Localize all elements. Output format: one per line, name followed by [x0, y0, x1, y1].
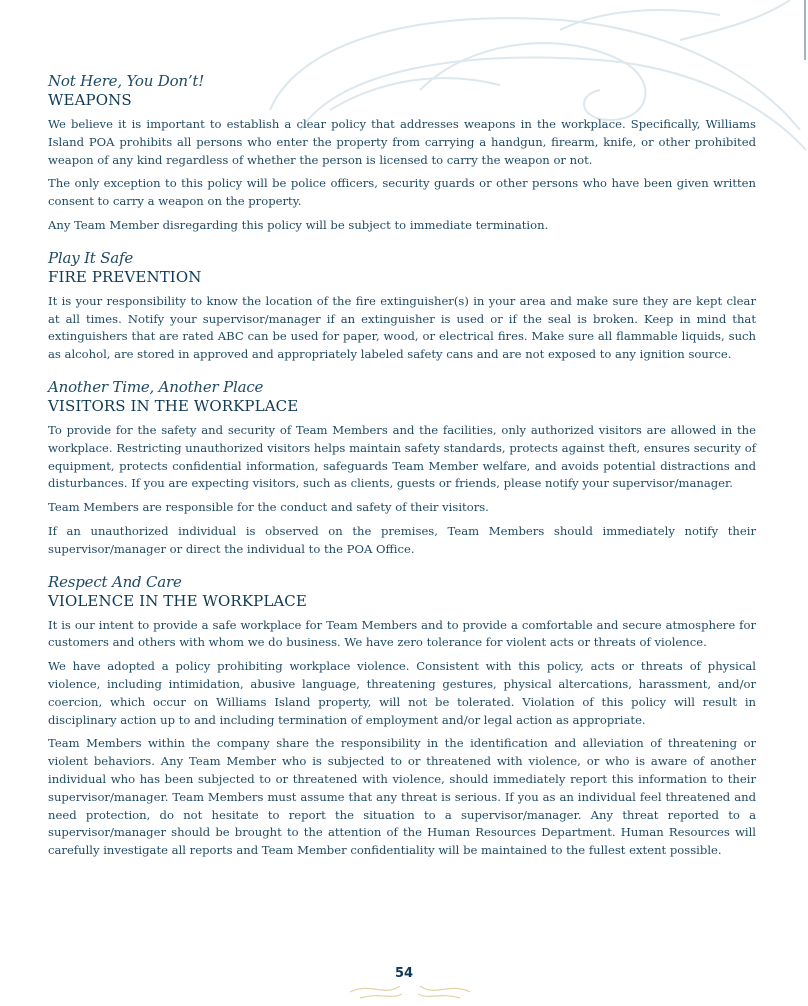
section-subtitle: Play It Safe: [48, 248, 134, 267]
paragraph: Team Members within the company share the responsibility in the identification and alleviation of threatening or violent behaviors. Any Team Member who is subjected to or threatened with violence, or who is aware of another individual who has been subjected to or threatened with violence, should immediately report this information to their supervisor/manager. Team Members must assume that any threat is serious. If you as an individual feel threatened and need protection, do not hesitate to report the situation to a supervisor/manager. Any threat reported to a supervisor/manager should be brought to the attention of the Human Resources Department. Human Resources will carefully investigate all reports and Team Member confidentiality will be maintained to the fullest extent possible.: [48, 736, 756, 858]
page-edge-line: [804, 0, 806, 60]
paragraph: It is our intent to provide a safe workplace for Team Members and to provide a comfortable and secure atmosphere for customers and others with whom we do business. We have zero tolerance for violent acts or threats of violence.: [48, 617, 756, 650]
section-title: FIRE PREVENTION: [48, 267, 202, 286]
paragraph: We believe it is important to establish a clear policy that addresses weapons in the workplace. Specifically, Williams Island POA prohibits all persons who enter the property from carrying a handgun, firearm, knife, or other prohibited weapon of any kind regardless of whether the person is licensed to carry the weapon or not.: [48, 117, 756, 167]
section-title: WEAPONS: [48, 91, 132, 109]
section-weapons: [48, 72, 756, 235]
paragraph: The only exception to this policy will be police officers, security guards or other persons who have been given written consent to carry a weapon on the property.: [48, 176, 756, 209]
section-title: VIOLENCE IN THE WORKPLACE: [48, 591, 307, 610]
section-subtitle: Respect And Care: [48, 572, 182, 591]
section-violence: [48, 573, 756, 860]
section-subtitle: Not Here, You Don’t!: [48, 72, 205, 90]
paragraph: We have adopted a policy prohibiting workplace violence. Consistent with this policy, acts or threats of physical violence, including intimidation, abusive language, threatening gestures, physical altercations, harassment, and/or coercion, which occur on Williams Island property, will not be tolerated. Violation of this policy will result in disciplinary action up to and including termination of employment and/or legal action as appropriate.: [48, 659, 756, 727]
page-number: 54: [394, 966, 414, 981]
paragraph: If an unauthorized individual is observed on the premises, Team Members should immediately notify their supervisor/manager or direct the individual to the POA Office.: [48, 523, 756, 556]
section-visitors: [48, 378, 756, 559]
paragraph: It is your responsibility to know the location of the fire extinguisher(s) in your area and make sure they are kept clear at all times. Notify your supervisor/manager if an extinguisher is used or if the seal is broken. Keep in mind that extinguishers that are rated ABC can be used for paper, wood, or electrical fires. Make sure all flammable liquids, such as alcohol, are stored in approved and appropriately labeled safety cans and are not exposed to any ignition source.: [48, 293, 756, 362]
paragraph: Any Team Member disregarding this policy will be subject to immediate termination.: [48, 217, 549, 232]
section-fire-prevention: [48, 249, 756, 364]
paragraph: Team Members are responsible for the conduct and safety of their visitors.: [48, 500, 489, 515]
section-subtitle: Another Time, Another Place: [48, 377, 264, 396]
section-title: VISITORS IN THE WORKPLACE: [48, 396, 299, 415]
paragraph: To provide for the safety and security of Team Members and the facilities, only authorized visitors are allowed in the workplace. Restricting unauthorized visitors helps maintain safety standards, protects against theft, ensures security of equipment, protects confidential information, safeguards Team Member welfare, and avoids potential distractions and disturbances. If you are expecting visitors, such as clients, guests or friends, please notify your supervisor/manager.: [48, 422, 756, 491]
page-content: [48, 72, 756, 874]
